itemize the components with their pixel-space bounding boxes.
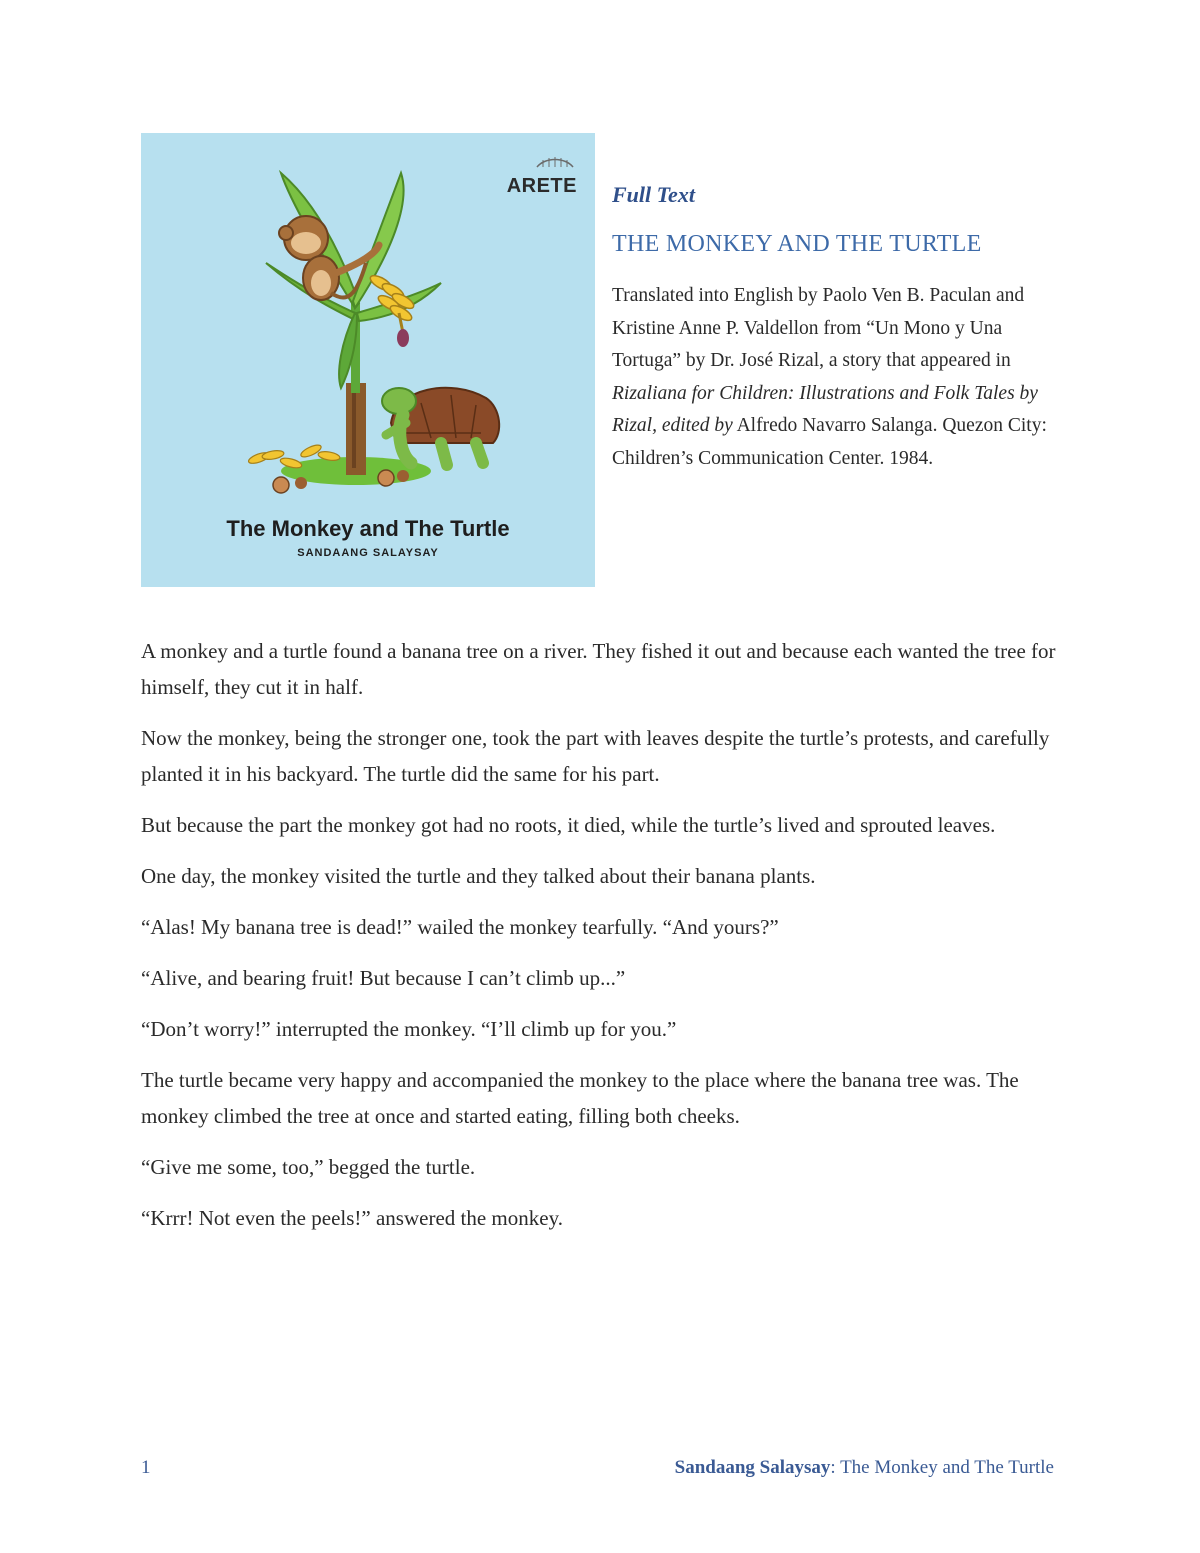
- credit-text-2: Alfredo Navarro Salanga. Quezon City: Children’s Communication Center. 1984.: [612, 415, 1047, 469]
- translation-credit: [612, 280, 1062, 475]
- story-paragraph: “Alas! My banana tree is dead!” wailed the monkey tearfully. “And yours?”: [141, 915, 779, 939]
- series-name: Sandaang Salaysay: [674, 1457, 831, 1478]
- cover-subtitle: SANDAANG SALAYSAY: [297, 547, 439, 559]
- page-number: 1: [141, 1457, 151, 1478]
- arete-logo: ARETE: [506, 175, 577, 197]
- story-body: [141, 633, 1061, 1251]
- story-paragraph: “Alive, and bearing fruit! But because I can’t climb up...”: [141, 966, 626, 990]
- arete-logo-wing-icon: [535, 155, 575, 169]
- source-title: Rizaliana for Children: Illustrations and Folk Tales by Rizal,: [612, 382, 1038, 436]
- document-header: [612, 182, 1062, 475]
- running-footer: [675, 1457, 1054, 1479]
- story-paragraph: But because the part the monkey got had no roots, it died, while the turtle’s lived and sprouted leaves.: [141, 813, 996, 837]
- document-title: THE MONKEY AND THE TURTLE: [612, 231, 982, 257]
- cover-image: [141, 133, 595, 587]
- story-paragraph: “Don’t worry!” interrupted the monkey. “I’ll climb up for you.”: [141, 1017, 677, 1041]
- story-paragraph: The turtle became very happy and accompanied the monkey to the place where the banana tree was. The monkey climbed the tree at once and started eating, filling both cheeks.: [141, 1068, 1019, 1128]
- credit-text-1: Translated into English by Paolo Ven B. Paculan and Kristine Anne P. Valdellon from “Un Mono y Una Tortuga” by Dr. José Rizal, a story that appeared in: [612, 285, 1025, 371]
- story-paragraph: “Krrr! Not even the peels!” answered the monkey.: [141, 1206, 563, 1230]
- cover-title: The Monkey and The Turtle: [226, 516, 510, 541]
- story-paragraph: Now the monkey, being the stronger one, took the part with leaves despite the turtle’s protests, and carefully planted it in his backyard. The turtle did the same for his part.: [141, 726, 1050, 786]
- story-paragraph: One day, the monkey visited the turtle and they talked about their banana plants.: [141, 864, 816, 888]
- footer-story-title: The Monkey and The Turtle: [840, 1457, 1054, 1478]
- edited-by: edited by: [656, 415, 733, 436]
- story-paragraph: A monkey and a turtle found a banana tree on a river. They fished it out and because each wanted the tree for himself, they cut it in half.: [141, 639, 1056, 699]
- story-paragraph: “Give me some, too,” begged the turtle.: [141, 1155, 476, 1179]
- section-label: Full Text: [612, 182, 695, 207]
- footer-separator: :: [830, 1457, 841, 1478]
